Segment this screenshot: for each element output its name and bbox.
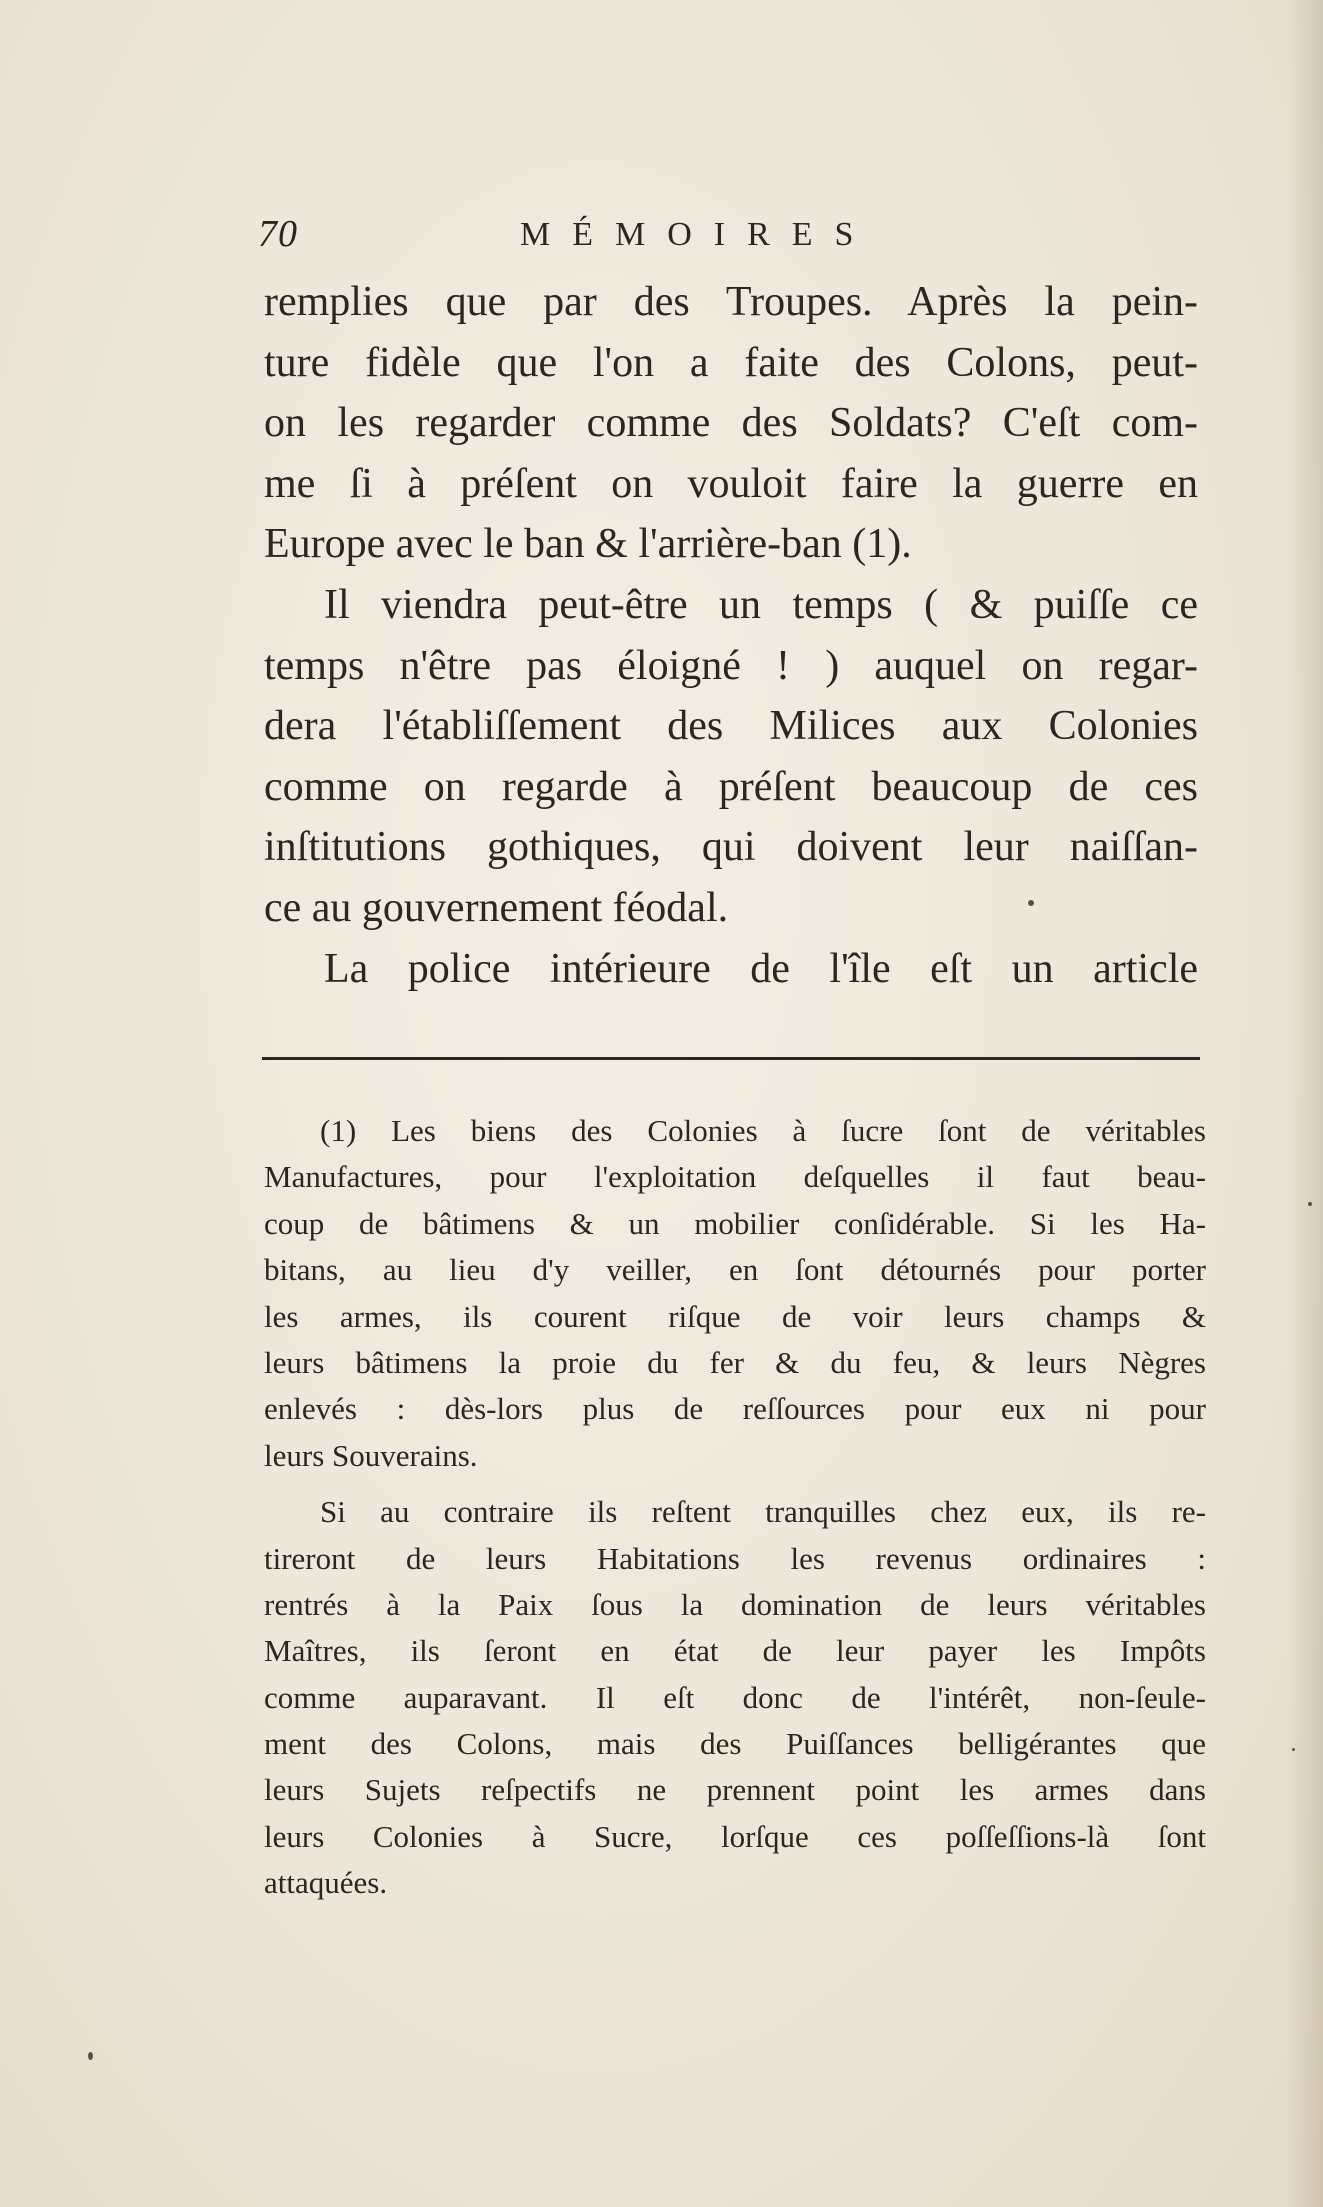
footnote-line: leurs bâtimens la proie du fer & du feu, & leurs Nègres (264, 1344, 1206, 1380)
main-text-line: Europe avec le ban & l'arrière-ban (1). (264, 521, 912, 568)
main-text-line: inſtitutions gothiques, qui doivent leur naiſſan- (264, 824, 1198, 871)
main-text-line: me ſi à préſent on vouloit faire la guerre en (264, 460, 1198, 507)
footnote-line: Manufactures, pour l'exploitation deſquelles il faut beau- (264, 1159, 1206, 1195)
main-text-line: ture fidèle que l'on a faite des Colons, peut- (264, 339, 1198, 386)
main-text-line: La police intérieure de l'île eſt un article (324, 945, 1198, 992)
footnote-line: (1) Les biens des Colonies à ſucre ſont de véritables (320, 1113, 1206, 1148)
main-text-line: ce au gouvernement féodal. (264, 884, 729, 931)
paper-speck (1308, 1202, 1312, 1206)
main-text-line: dera l'établiſſement des Milices aux Colonies (264, 703, 1198, 750)
footnote-line: bitans, au lieu d'y veiller, en ſont détournés pour porter (264, 1252, 1206, 1288)
footnote-line: coup de bâtimens & un mobilier conſidérable. Si les Ha- (264, 1205, 1206, 1241)
main-text-block (264, 272, 1198, 999)
footnote-line: comme auparavant. Il eſt donc de l'intérêt, non-ſeule- (264, 1679, 1206, 1715)
footnote-line: Maîtres, ils ſeront en état de leur payer les Impôts (264, 1633, 1206, 1669)
page-number: 70 (258, 213, 298, 255)
footnote-line: leurs Colonies à Sucre, lorſque ces poſſeſſions-là ſont (264, 1818, 1206, 1854)
footnote-line: rentrés à la Paix ſous la domination de leurs véritables (264, 1586, 1206, 1622)
footnote-line: ment des Colons, mais des Puiſſances belligérantes que (264, 1726, 1206, 1762)
footnote-line: Si au contraire ils reſtent tranquilles chez eux, ils re- (320, 1494, 1206, 1530)
main-text-line: temps n'être pas éloigné ! ) auquel on regar- (264, 642, 1198, 689)
footnote-line: leurs Souverains. (264, 1437, 478, 1473)
main-text-line: Il viendra peut-être un temps ( & puiſſe ce (324, 581, 1198, 628)
footnote-paragraph-gap (264, 1479, 1206, 1489)
page-header (258, 212, 1198, 272)
footnote-line: leurs Sujets reſpectifs ne prennent point les armes dans (264, 1772, 1206, 1808)
footnote-line: tireront de leurs Habitations les revenus ordinaires : (264, 1540, 1206, 1576)
main-text-line: on les regarder comme des Soldats? C'eſt com- (264, 400, 1198, 447)
footnote-line: attaquées. (264, 1865, 388, 1901)
footnote-separator-rule (262, 1057, 1200, 1060)
paper-speck (88, 2052, 93, 2060)
footnotes-block (264, 1108, 1206, 1907)
page-gutter-shadow (1287, 0, 1323, 2207)
main-text-line: remplies que par des Troupes. Après la pein- (264, 279, 1198, 325)
footnote-line: enlevés : dès-lors plus de reſſources pour eux ni pour (264, 1391, 1206, 1427)
running-title: MÉMOIRES (520, 216, 876, 253)
main-text-line: comme on regarde à préſent beaucoup de ces (264, 763, 1198, 810)
paper-speck (1028, 900, 1034, 906)
footnote-line: les armes, ils courent riſque de voir leurs champs & (264, 1298, 1206, 1334)
paper-speck (1292, 1748, 1295, 1751)
